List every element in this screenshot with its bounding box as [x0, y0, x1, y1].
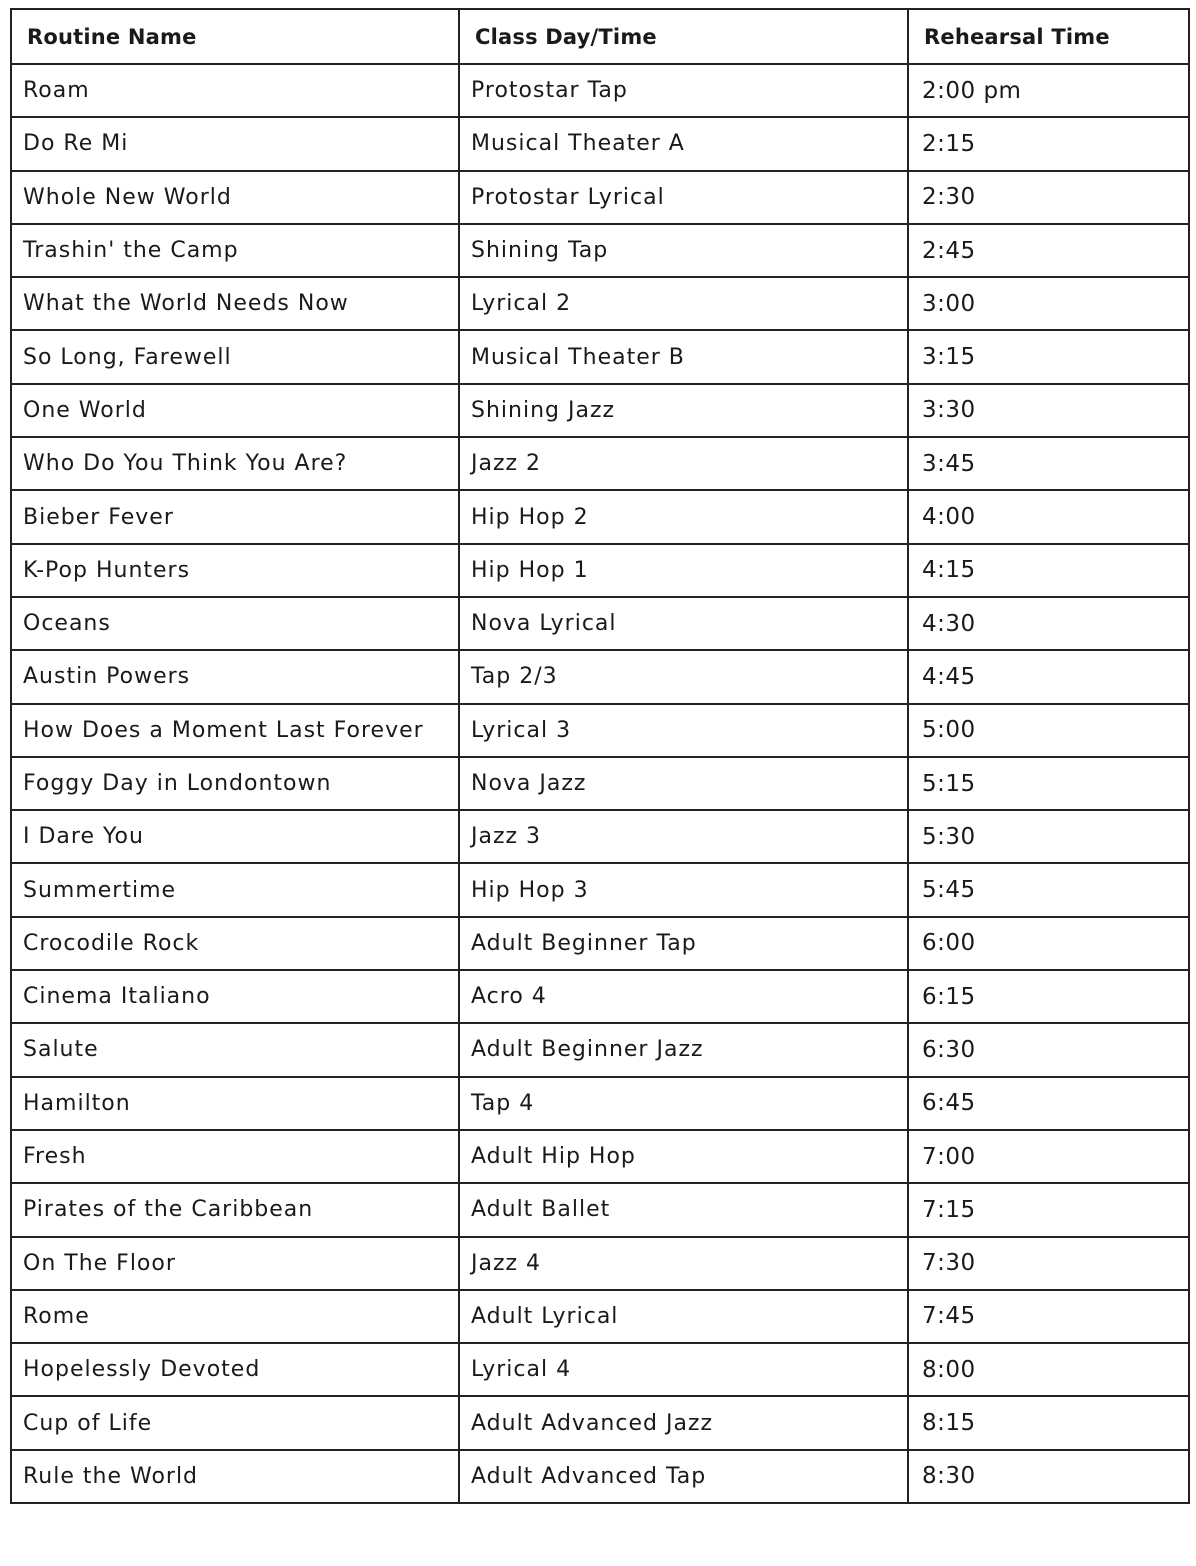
- table-row: [11, 1077, 1189, 1130]
- routine-name-cell: Bieber Fever: [11, 490, 459, 543]
- routine-name-cell: Who Do You Think You Are?: [11, 437, 459, 490]
- routine-name-cell: Hamilton: [11, 1077, 459, 1130]
- table-row: [11, 490, 1189, 543]
- routine-name-cell: Rule the World: [11, 1450, 459, 1503]
- table-row: [11, 224, 1189, 277]
- class-cell: Nova Lyrical: [459, 597, 908, 650]
- routine-name-cell: Hopelessly Devoted: [11, 1343, 459, 1396]
- routine-name-cell: Whole New World: [11, 171, 459, 224]
- routine-name-cell: Fresh: [11, 1130, 459, 1183]
- routine-name-cell: Cinema Italiano: [11, 970, 459, 1023]
- class-cell: Jazz 2: [459, 437, 908, 490]
- rehearsal-time-cell: 8:30: [908, 1450, 1189, 1503]
- table-row: [11, 1237, 1189, 1290]
- table-row: [11, 544, 1189, 597]
- routine-name-cell: Cup of Life: [11, 1396, 459, 1449]
- routine-name-cell: Trashin' the Camp: [11, 224, 459, 277]
- routine-name-cell: Austin Powers: [11, 650, 459, 703]
- rehearsal-time-cell: 4:30: [908, 597, 1189, 650]
- table-row: [11, 437, 1189, 490]
- class-cell: Hip Hop 2: [459, 490, 908, 543]
- table-row: [11, 1396, 1189, 1449]
- routine-name-cell: How Does a Moment Last Forever: [11, 704, 459, 757]
- header-class-day-time: Class Day/Time: [459, 9, 908, 64]
- table-row: [11, 970, 1189, 1023]
- class-cell: Adult Lyrical: [459, 1290, 908, 1343]
- routine-name-cell: I Dare You: [11, 810, 459, 863]
- routine-name-cell: So Long, Farewell: [11, 330, 459, 383]
- rehearsal-time-cell: 6:30: [908, 1023, 1189, 1076]
- routine-name-cell: What the World Needs Now: [11, 277, 459, 330]
- table-row: [11, 1183, 1189, 1236]
- routine-name-cell: Pirates of the Caribbean: [11, 1183, 459, 1236]
- rehearsal-time-cell: 5:45: [908, 863, 1189, 916]
- rehearsal-time-cell: 7:00: [908, 1130, 1189, 1183]
- class-cell: Shining Tap: [459, 224, 908, 277]
- class-cell: Adult Beginner Tap: [459, 917, 908, 970]
- class-cell: Nova Jazz: [459, 757, 908, 810]
- rehearsal-time-cell: 5:00: [908, 704, 1189, 757]
- routine-name-cell: Salute: [11, 1023, 459, 1076]
- table-row: [11, 810, 1189, 863]
- rehearsal-time-cell: 2:15: [908, 117, 1189, 170]
- routine-name-cell: Crocodile Rock: [11, 917, 459, 970]
- rehearsal-time-cell: 7:30: [908, 1237, 1189, 1290]
- table-row: [11, 1023, 1189, 1076]
- rehearsal-time-cell: 7:45: [908, 1290, 1189, 1343]
- table-row: [11, 171, 1189, 224]
- rehearsal-time-cell: 2:30: [908, 171, 1189, 224]
- table-row: [11, 1290, 1189, 1343]
- table-row: [11, 650, 1189, 703]
- rehearsal-time-cell: 4:00: [908, 490, 1189, 543]
- class-cell: Tap 4: [459, 1077, 908, 1130]
- rehearsal-time-cell: 2:45: [908, 224, 1189, 277]
- table-row: [11, 597, 1189, 650]
- table-row: [11, 863, 1189, 916]
- class-cell: Adult Hip Hop: [459, 1130, 908, 1183]
- class-cell: Protostar Tap: [459, 64, 908, 117]
- table-row: [11, 1130, 1189, 1183]
- table-row: [11, 384, 1189, 437]
- class-cell: Musical Theater A: [459, 117, 908, 170]
- rehearsal-time-cell: 2:00 pm: [908, 64, 1189, 117]
- routine-name-cell: Oceans: [11, 597, 459, 650]
- rehearsal-time-cell: 7:15: [908, 1183, 1189, 1236]
- table-row: [11, 64, 1189, 117]
- routine-name-cell: Do Re Mi: [11, 117, 459, 170]
- routine-name-cell: K-Pop Hunters: [11, 544, 459, 597]
- class-cell: Adult Advanced Tap: [459, 1450, 908, 1503]
- class-cell: Lyrical 3: [459, 704, 908, 757]
- rehearsal-time-cell: 4:15: [908, 544, 1189, 597]
- class-cell: Jazz 3: [459, 810, 908, 863]
- rehearsal-time-cell: 3:45: [908, 437, 1189, 490]
- rehearsal-time-cell: 4:45: [908, 650, 1189, 703]
- header-rehearsal-time: Rehearsal Time: [908, 9, 1189, 64]
- class-cell: Musical Theater B: [459, 330, 908, 383]
- table-row: [11, 330, 1189, 383]
- rehearsal-schedule-table: [10, 8, 1190, 1504]
- routine-name-cell: Foggy Day in Londontown: [11, 757, 459, 810]
- class-cell: Tap 2/3: [459, 650, 908, 703]
- class-cell: Hip Hop 3: [459, 863, 908, 916]
- table-row: [11, 277, 1189, 330]
- rehearsal-time-cell: 8:00: [908, 1343, 1189, 1396]
- rehearsal-time-cell: 3:00: [908, 277, 1189, 330]
- class-cell: Protostar Lyrical: [459, 171, 908, 224]
- header-routine-name: Routine Name: [11, 9, 459, 64]
- table-row: [11, 117, 1189, 170]
- class-cell: Acro 4: [459, 970, 908, 1023]
- routine-name-cell: Roam: [11, 64, 459, 117]
- routine-name-cell: Rome: [11, 1290, 459, 1343]
- table-header: [11, 9, 1189, 64]
- class-cell: Jazz 4: [459, 1237, 908, 1290]
- class-cell: Hip Hop 1: [459, 544, 908, 597]
- class-cell: Adult Beginner Jazz: [459, 1023, 908, 1076]
- class-cell: Adult Advanced Jazz: [459, 1396, 908, 1449]
- table-row: [11, 1450, 1189, 1503]
- class-cell: Lyrical 4: [459, 1343, 908, 1396]
- table-row: [11, 1343, 1189, 1396]
- rehearsal-time-cell: 5:15: [908, 757, 1189, 810]
- routine-name-cell: Summertime: [11, 863, 459, 916]
- header-row: [11, 9, 1189, 64]
- rehearsal-time-cell: 8:15: [908, 1396, 1189, 1449]
- rehearsal-time-cell: 5:30: [908, 810, 1189, 863]
- table-row: [11, 917, 1189, 970]
- class-cell: Shining Jazz: [459, 384, 908, 437]
- class-cell: Adult Ballet: [459, 1183, 908, 1236]
- routine-name-cell: One World: [11, 384, 459, 437]
- class-cell: Lyrical 2: [459, 277, 908, 330]
- rehearsal-time-cell: 3:30: [908, 384, 1189, 437]
- rehearsal-time-cell: 6:45: [908, 1077, 1189, 1130]
- rehearsal-time-cell: 3:15: [908, 330, 1189, 383]
- rehearsal-time-cell: 6:15: [908, 970, 1189, 1023]
- table-row: [11, 757, 1189, 810]
- table-row: [11, 704, 1189, 757]
- routine-name-cell: On The Floor: [11, 1237, 459, 1290]
- table-body: [11, 64, 1189, 1503]
- rehearsal-time-cell: 6:00: [908, 917, 1189, 970]
